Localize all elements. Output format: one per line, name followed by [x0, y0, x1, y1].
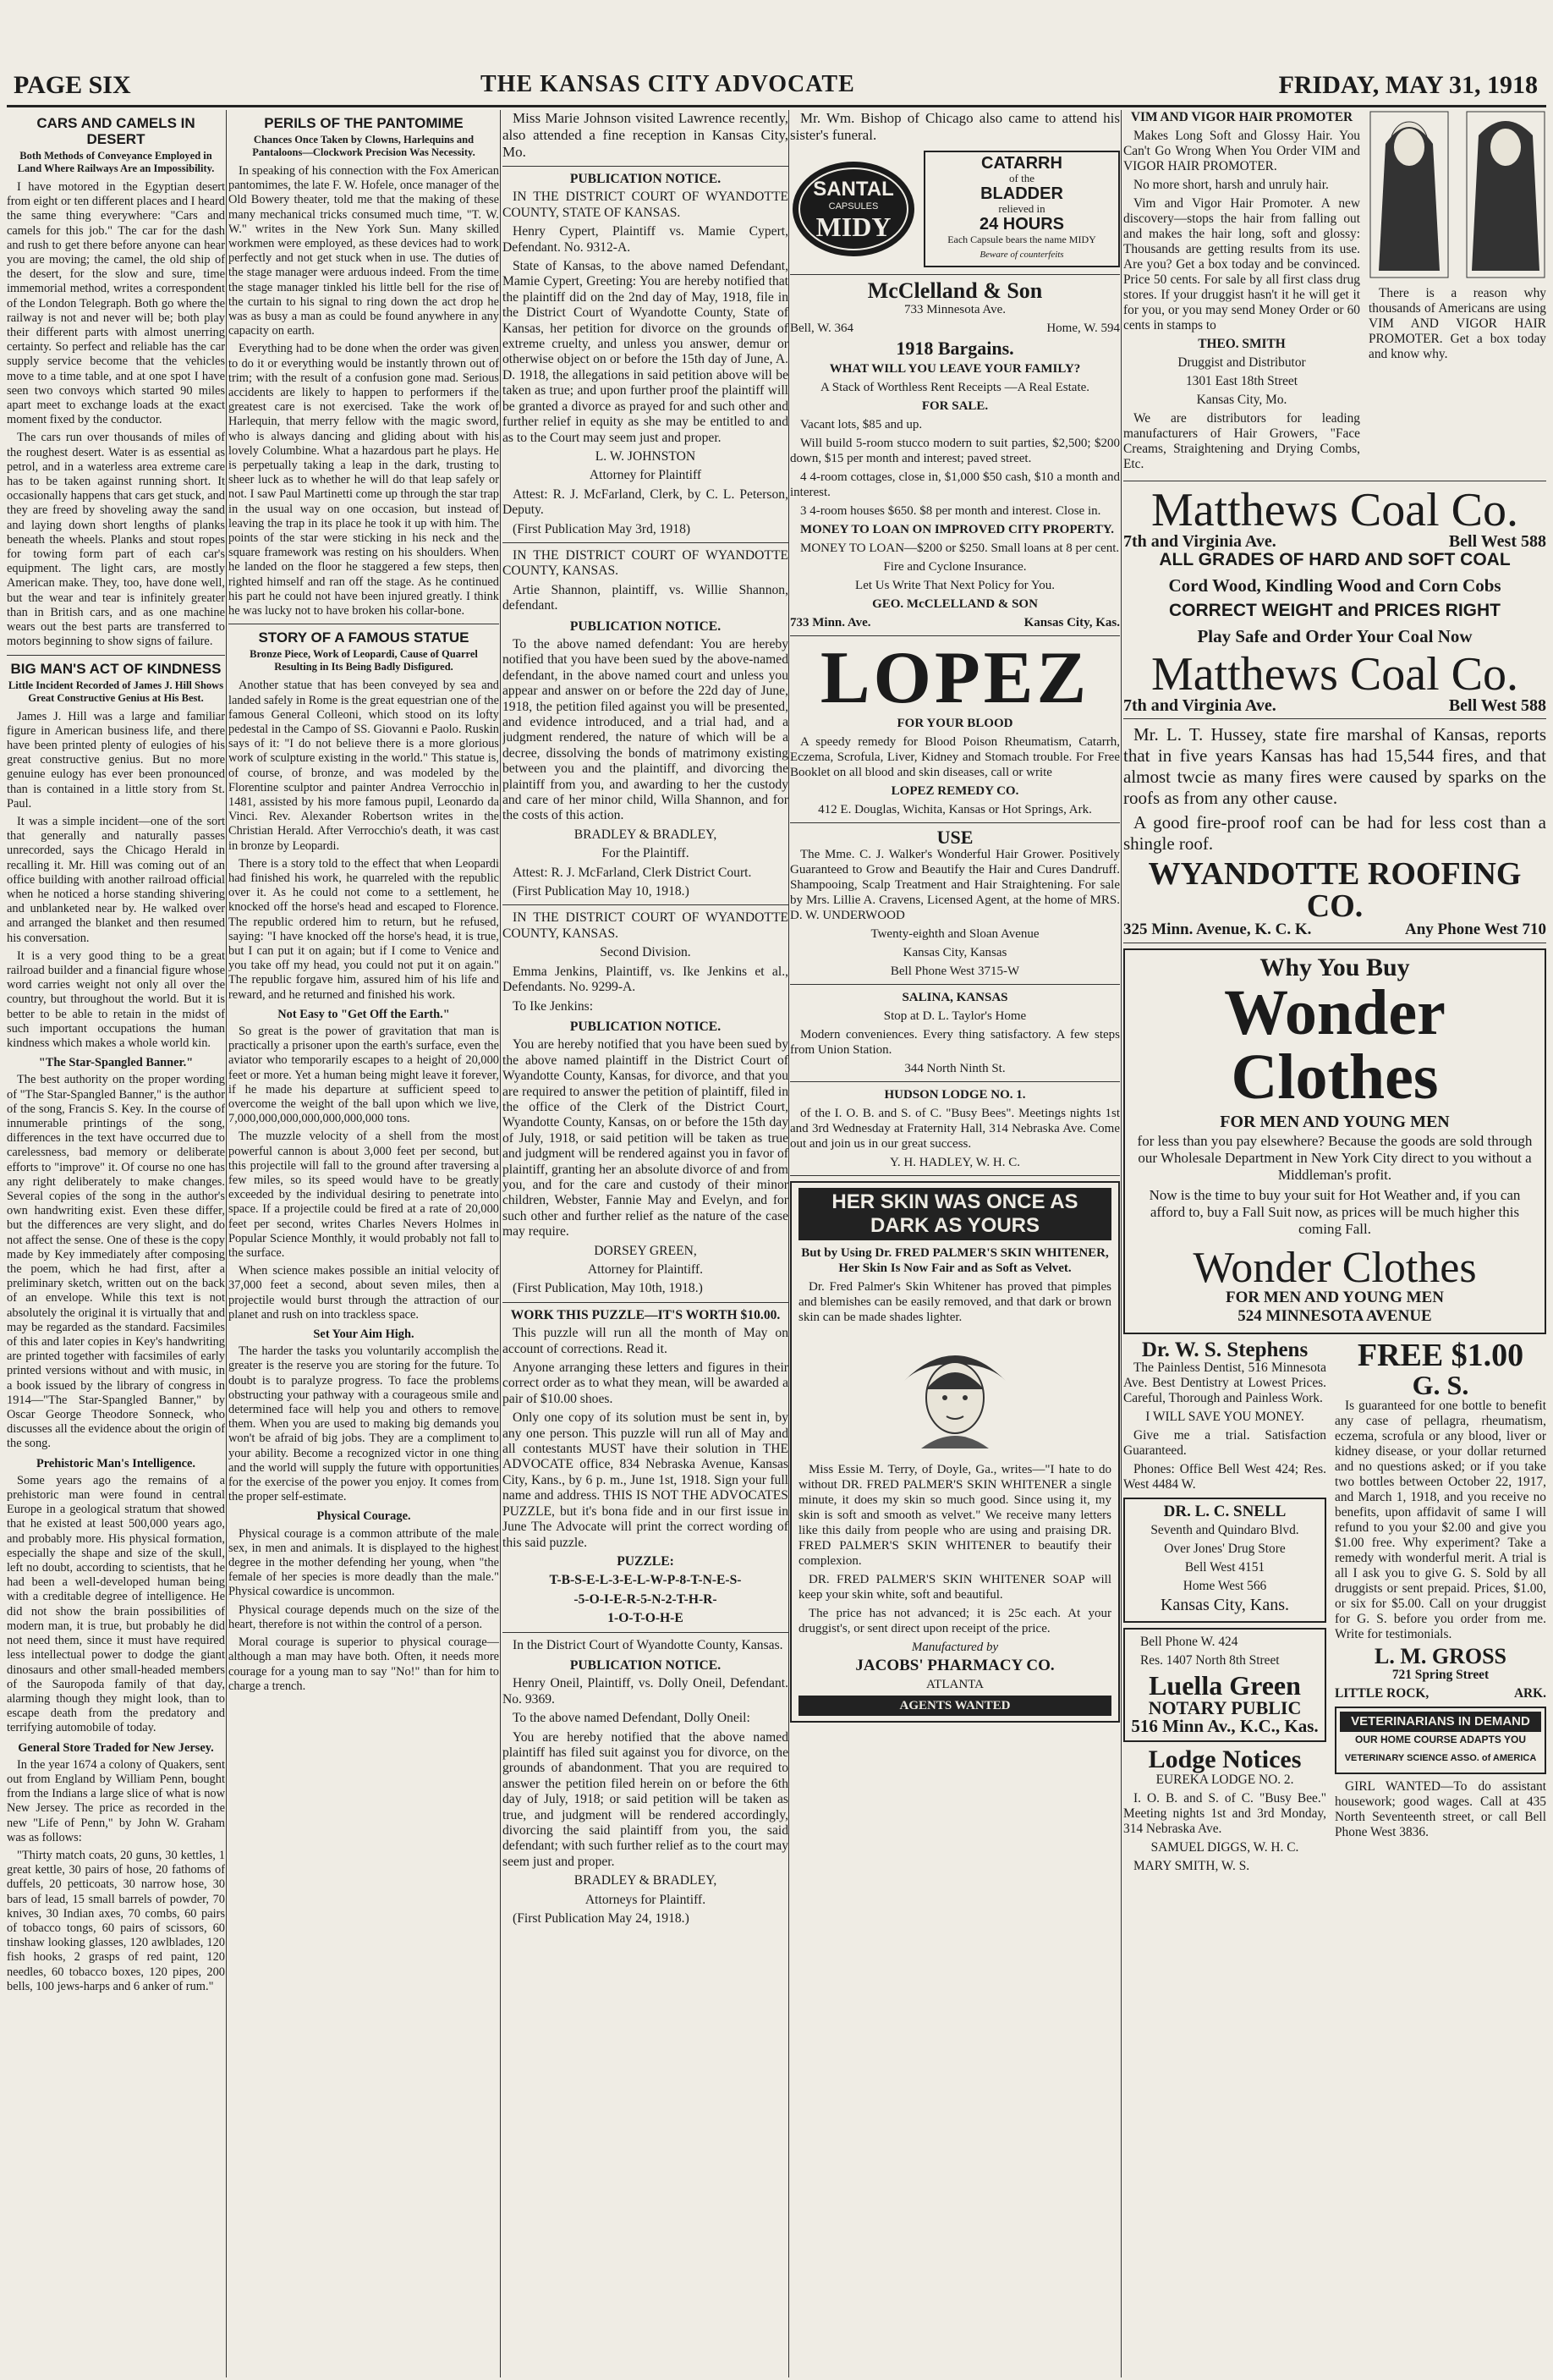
- notice-text: (First Publication, May 10th, 1918.): [513, 1281, 703, 1296]
- notice-signature: Attorney for Plaintiff: [589, 468, 702, 483]
- article-subhead: Chances Once Taken by Clowns, Harlequins and Pantaloons—Clockwork Precision Was Necessity.: [252, 134, 475, 158]
- walker-text: Twenty-eighth and Sloan Avenue: [870, 927, 1040, 941]
- article-paragraph: Physical courage is a common attribute of the male sex, in men and animals. It is displayed to the highest degree in the mother defending her young, when "the female of her species is more deadly than the male." Physical cowardice is uncommon.: [228, 1526, 499, 1599]
- santal-capsule-icon: [790, 158, 917, 260]
- vim-text: Makes Long Soft and Glossy Hair. You Can't Go Wrong When You Order VIM and VIGOR HAIR PROMOTER.: [1123, 129, 1360, 173]
- relieved-in: relieved in: [998, 202, 1045, 215]
- column-3: [502, 110, 788, 2377]
- puzzle-text: Only one copy of its solution must be sent in, by any one person. This puzzle will run all of May and all contestants MUST have their solution in THE ADVOCATE office, 834 Nebraska Avenue, Kansas City, Kans., by 6 p. m., June 1st, 1918. Sign your full name and address. THIS IS NOT THE ADVOCATES PUZZLE, but it's bona fide and in our first issue in June The Advocate will print the correct wording of this said puzzle.: [502, 1410, 788, 1550]
- lodge-text: MARY SMITH, W. S.: [1133, 1859, 1250, 1873]
- article-paragraph: Moral courage is superior to physical courage—although a man may have both. Often, it needs more courage for a young man to say "No!" than for him to charge a trench.: [228, 1635, 499, 1693]
- midy-label: MIDY: [815, 212, 892, 242]
- vim-text: No more short, harsh and unruly hair.: [1133, 178, 1329, 192]
- article-paragraph: Physical courage depends much on the size of the heart, therefore is not within the control of a person.: [228, 1602, 499, 1631]
- column-rule: [500, 110, 501, 2377]
- mcclelland-ad: [790, 280, 1120, 630]
- article-paragraph: The best authority on the proper wording of "The Star-Spangled Banner," is the author of the song, Francis S. Key. In the course of innumerable printings of the song, differences in the text have occurred due to carelessness, bad memory or deliberate efforts to "improve" it. Of course no one has any right deliberately to make changes. Several copies of the song in the author's own handwriting exist. Even these differ, but the differences are very slight, and do not affect the sense. One of these is the copy made by Key immediately after composing the poem, which he had first, after a preliminary sketch, written out on the back of an envelope. While this text is not absolutely the original it is virtually that and may be regarded as the standard. Facsimiles of this and later copies in Key's handwriting are printed together with facsimiles of early printed versions without and with music, in a book issued by the library of congress in 1914—"The Star-Spangled Banner," by Oscar George Theodore Sonneck, who discusses all the evidence about the origin of the song.: [7, 1073, 225, 1451]
- divider: [790, 274, 1120, 275]
- bottom-ads-right: [1335, 1339, 1546, 1877]
- lopez-ad: [790, 637, 1120, 817]
- snell-title: DR. L. C. SNELL: [1163, 1503, 1287, 1520]
- column-rule: [788, 110, 789, 2377]
- vim-title: VIM AND VIGOR HAIR PROMOTER: [1130, 110, 1353, 124]
- notice-text: To the above named Defendant, Dolly Oneil:: [513, 1711, 750, 1726]
- divider: [790, 1081, 1120, 1082]
- notice-text: State of Kansas, to the above named Defendant, Mamie Cypert, Greeting: You are hereby notified that the plaintiff did on the 2nd day of May, 1918, file in the District Court of Wyandotte County, State of Kansas, her petition for divorce on the grounds of extreme cruelty, and unless you answer, demur or otherwise object on or before the 15th day of June, A. D. 1918, the allegations in said petition above will be taken as true; and upon further proof the plaintiff will be granted a divorce as prayed for and such other and further relief in equity as she may be entitled to and as to the Court may seem just and proper.: [502, 259, 788, 445]
- free-gs-ad: [1335, 1339, 1546, 1701]
- notice-text: Artie Shannon, plaintiff, vs. Willie Shannon, defendant.: [502, 582, 788, 613]
- notice-text: Henry Oneil, Plaintiff, vs. Dolly Oneil, Defendant. No. 9369.: [502, 1676, 788, 1707]
- column-5: [1123, 110, 1546, 2377]
- stephens-text: Phones: Office Bell West 424; Res. West 4484 W.: [1123, 1462, 1326, 1492]
- mcclelland-text: Fire and Cyclone Insurance.: [883, 560, 1027, 574]
- stephens-ad: [1123, 1339, 1326, 1492]
- walker-text: Bell Phone West 3715-W: [890, 965, 1020, 978]
- snell-ad: [1123, 1498, 1326, 1623]
- walker-text: Kansas City, Kansas: [903, 946, 1007, 959]
- lodge-notices-title: Lodge Notices: [1148, 1745, 1302, 1773]
- puzzle-text: Anyone arranging these letters and figures in their correct order as to what they mean, will be awarded a pair of $10.00 shoes.: [502, 1360, 788, 1406]
- vim-text: There is a reason why thousands of Americans are using VIM AND VIGOR HAIR PROMOTER. Get a box today and know why.: [1369, 286, 1546, 361]
- article-paragraph: It was a simple incident—one of the sort that generally and naturally passes unrecorded, says the Chicago Herald in recalling it. Mr. Hill was coming out of an office building with another railroad official when he noticed a horse standing shivering and unblanketed near by. He walked over and arranged the blanket and then resumed his conversation.: [7, 814, 225, 945]
- mcclelland-text: WHAT WILL YOU LEAVE YOUR FAMILY?: [829, 362, 1081, 376]
- wonder-text: FOR MEN AND YOUNG MEN: [1226, 1289, 1444, 1306]
- girl-wanted-ad: GIRL WANTED—To do assistant housework; good wages. Call at 435 North Seventeenth street, or call Bell Phone West 3836.: [1335, 1779, 1546, 1839]
- puzzle-label: PUZZLE:: [617, 1553, 674, 1569]
- divider: [790, 822, 1120, 823]
- salina-text: SALINA, KANSAS: [902, 991, 1008, 1004]
- notice-text: In the District Court of Wyandotte County, Kansas.: [513, 1637, 783, 1652]
- salina-text: Modern conveniences. Every thing satisfactory. A few steps from Union Station.: [790, 1028, 1120, 1057]
- wonder-why-title: Why You Buy: [1259, 954, 1410, 981]
- divider: [790, 635, 1120, 636]
- section-heading: Physical Courage.: [316, 1509, 411, 1524]
- notice-heading: PUBLICATION NOTICE.: [569, 1019, 722, 1034]
- divider: [7, 655, 225, 656]
- mcclelland-text: Let Us Write That Next Policy for You.: [855, 579, 1055, 592]
- skin-whitener-text: But by Using Dr. FRED PALMER'S SKIN WHITENER, Her Skin Is Now Fair and as Soft as Velvet.: [801, 1246, 1109, 1275]
- snell-text: Home West 566: [1183, 1579, 1267, 1593]
- newspaper-name: THE KANSAS CITY ADVOCATE: [480, 71, 855, 97]
- vim-text: THEO. SMITH: [1198, 337, 1286, 351]
- vim-text: 1301 East 18th Street: [1185, 374, 1298, 388]
- wonder-title: Wonder: [1224, 977, 1446, 1048]
- roofing-text: A good fire-proof roof can be had for less cost than a shingle roof.: [1123, 812, 1546, 854]
- mcclelland-text: FOR SALE.: [921, 399, 989, 413]
- article-subhead: Both Methods of Conveyance Employed in Land Where Railways Are an Impossibility.: [17, 150, 215, 174]
- portrait-illustration: [798, 1330, 1111, 1457]
- article-paragraph: In speaking of his connection with the Fox American pantomimes, the late F. W. Hofele, once manager of the Old Bowery theater, told me that the making of these many mechanical tricks consumed much time, "T. W. W." writes in the New York Sun. Many skilled workmen were employed, as these devices had to work perfectly and not get stuck when in use. The duties of the stage manager were arduous indeed. From the time the stage manager tinkled his little bell for the rise of the curtain to his signal to ring down the act drop he was as busy a man as could be found anywhere in any capacity on earth.: [228, 164, 499, 338]
- section-heading: Set Your Aim High.: [313, 1327, 414, 1342]
- puzzle-line: -5-O-I-E-R-5-N-2-T-H-R-: [573, 1591, 717, 1607]
- vim-vigor-ad: [1123, 110, 1546, 475]
- vet-title: VETERINARIANS IN DEMAND: [1340, 1712, 1541, 1732]
- use-title: USE: [936, 827, 974, 848]
- article-paragraph: It is a very good thing to be a great railroad builder and a financial figure whose word carries weight not only all over the country, but throughout the world. But it is better to be able to retain in the midst of such important occupations the human kindness which makes a whole world kin.: [7, 948, 225, 1050]
- matthews-coal-ad: [1123, 486, 1546, 713]
- stephens-text: I WILL SAVE YOU MONEY.: [1145, 1410, 1304, 1424]
- matthews-phone: Bell West 588: [1448, 532, 1546, 551]
- divider: [790, 1175, 1120, 1176]
- section-heading: Prehistoric Man's Intelligence.: [36, 1456, 195, 1470]
- salina-ad: [790, 990, 1120, 1076]
- column-rule: [1121, 110, 1122, 2377]
- bladder-title: BLADDER: [980, 184, 1063, 203]
- article-headline: BIG MAN'S ACT OF KINDNESS: [10, 660, 222, 677]
- beware-counterfeits: Beware of counterfeits: [980, 250, 1064, 260]
- wyandotte-roofing-title: WYANDOTTE ROOFING CO.: [1148, 856, 1522, 924]
- notice-heading: PUBLICATION NOTICE.: [569, 172, 722, 186]
- notice-heading: PUBLICATION NOTICE.: [569, 618, 722, 634]
- mcclelland-text: MONEY TO LOAN—$200 or $250. Small loans at 8 per cent.: [800, 541, 1120, 555]
- vim-text: Vim and Vigor Hair Promoter. A new discovery—stops the hair from falling out and makes the hair long, soft and glossy: Thousands are getting results from its use. Are you? Get a box today and be convinced. Price 50 cents. For sale by all first class drug stores. If your druggist hasn't it he will get it for you, or you may send Money Order or 60 cents in stamps to: [1123, 196, 1360, 333]
- notice-text: You are hereby notified that you have been sued by the above named plaintiff in the District Court of Wyandotte County, Kansas, for divorce, and that you are required to answer the petition of plaintiff, filed in the office of the Clerk of the District Court, Wyandotte County, Kansas, on or before the 15th day of July, 1918, or said petition will be taken as true and judgment will be rendered against you in favor of plaintiff, granting her an absolute divorce of and from you, and for the care and custody of their minor children, Webster, Fannie May and Evelyn, and for such other and further relief as the nature of the case may require.: [502, 1037, 788, 1239]
- vim-text: We are distributors for leading manufacturers of Hair Growers, "Face Creams, Straightening and Drying Combs, Etc.: [1123, 411, 1360, 471]
- matthews-text: Cord Wood, Kindling Wood and Corn Cobs: [1168, 575, 1501, 596]
- catarrh-title: CATARRH: [981, 154, 1062, 173]
- divider: [790, 984, 1120, 985]
- article-subhead: Bronze Piece, Work of Leopardi, Cause of Quarrel Resulting in Its Being Badly Disfigured.: [250, 648, 478, 673]
- lopez-text: FOR YOUR BLOOD: [897, 717, 1013, 730]
- matthews-address: 7th and Virginia Ave.: [1123, 696, 1276, 715]
- roofing-address: 325 Minn. Avenue, K. C. K.: [1123, 921, 1312, 938]
- luella-address: 516 Minn Av., K.C., Kas.: [1131, 1716, 1319, 1736]
- lodge-notices: [1123, 1747, 1326, 1874]
- catarrh-of-the: of the: [1009, 172, 1034, 184]
- woman-portrait-icon: [887, 1330, 1023, 1457]
- vim-text: Kansas City, Mo.: [1196, 393, 1287, 407]
- divider: [502, 1302, 788, 1303]
- notice-text: You are hereby notified that the above named plaintiff has filed suit against you for divorce, on the grounds of abandonment. That you are required to answer the petition filed herein on or before the 6th day of July, 1918; or said petition will be taken as true, and judgment will be rendered accordingly, divorcing the said plaintiff from you, the said defendant; with such further relief as to the court may seem just and proper.: [502, 1729, 788, 1869]
- matthews-coal-title: Matthews Coal Co.: [1151, 484, 1518, 536]
- wonder-text: for less than you pay elsewhere? Because the goods are sold through our Wholesale Department in New York City direct to you without a Middleman's profit.: [1137, 1133, 1533, 1183]
- column-rule: [226, 110, 227, 2377]
- salina-text: Stop at D. L. Taylor's Home: [883, 1009, 1027, 1023]
- lopez-text: 412 E. Douglas, Wichita, Kansas or Hot Springs, Ark.: [818, 803, 1092, 816]
- notice-text: Second Division.: [600, 945, 691, 960]
- gross-address: 721 Spring Street: [1391, 1668, 1490, 1682]
- agents-wanted-banner: AGENTS WANTED: [798, 1696, 1111, 1716]
- skin-whitener-text: DR. FRED PALMER'S SKIN WHITENER SOAP will keep your skin white, soft and beautiful.: [798, 1573, 1111, 1602]
- notice-text: Attest: R. J. McFarland, Clerk, by C. L. Peterson, Deputy.: [502, 486, 788, 518]
- wyandotte-roofing-ad: [1123, 724, 1546, 937]
- bottom-ads: [1123, 1339, 1546, 1877]
- lopez-title: LOPEZ: [820, 637, 1090, 719]
- wonder-text: Now is the time to buy your suit for Hot Weather and, if you can afford to, buy a Fall Suit now, as prices will be much higher this coming Fall.: [1149, 1187, 1521, 1237]
- wonder-clothes-title: Wonder Clothes: [1193, 1244, 1477, 1292]
- article-paragraph: So great is the power of gravitation that man is practically a prisoner upon the earth's surface, even the aviator who temporarily escapes to a height of 20,000 feet or more. Yet a human being might leave it forever, if he made his departure at sufficient speed to overcome the weight of the ball upon which we live, 7,000,000,000,000,000,000,000 tons.: [228, 1024, 499, 1126]
- vet-text: VETERINARY SCIENCE ASSO. of AMERICA: [1344, 1753, 1537, 1763]
- section-heading: Not Easy to "Get Off the Earth.": [277, 1007, 450, 1021]
- mcclelland-text: 4 4-room cottages, close in, $1,000 $50 cash, $10 a month and interest.: [790, 470, 1120, 499]
- mcclelland-address-2: 733 Minn. Ave.: [790, 616, 871, 629]
- puzzle-line: 1-O-T-O-H-E: [607, 1611, 683, 1626]
- catarrh-box: [924, 151, 1120, 267]
- notice-text: To the above named defendant: You are hereby notified that you have been sued by the above-named defendant, in the above named court and unless you appear and answer on or before the 22d day of June, 1918, the petition filed against you will be presented, and evidence introduced, and a trial had, and a judgment rendered, the nature of which will be a decree, dissolving the bonds of matrimony existing between you and the plaintiff, and divorcing the plaintiff from you, and awarding to her the custody and care of her minor child, Willa Shannon, and for the costs of this action.: [502, 636, 788, 823]
- snell-city: Kansas City, Kans.: [1160, 1596, 1290, 1614]
- mcclelland-text: MONEY TO LOAN ON IMPROVED CITY PROPERTY.: [800, 523, 1115, 536]
- section-heading: "The Star-Spangled Banner.": [38, 1056, 194, 1070]
- local-note: Mr. Wm. Bishop of Chicago also came to attend his sister's funeral.: [790, 110, 1120, 143]
- article-paragraph: Another statue that has been conveyed by sea and landed safely in Rome is the great equestrian one of the famous General Colleoni, which stood on its lofty pedestal in the Campo of SS. Giovanni e Paolo. Ruskin says of it: "I do not believe there is a more glorious work of sculpture existing in the world." This statue is, of course, of bronze, and was modeled by the Florentine sculptor and painter Andrea Verrocchio in 1481, assisted by his more famous pupil, Leonardo da Vinci. Rev. Alexander Robertson writes in the Christian Herald. After Verrocchio's death, it was cast in bronze by Leopardi.: [228, 679, 499, 853]
- gross-name: L. M. GROSS: [1374, 1644, 1507, 1668]
- notice-signature: Attorney for Plaintiff.: [587, 1262, 704, 1277]
- snell-text: Seventh and Quindaro Blvd.: [1150, 1523, 1299, 1537]
- lodge-text: SAMUEL DIGGS, W. H. C.: [1150, 1840, 1299, 1855]
- mcclelland-text: Vacant lots, $85 and up.: [800, 418, 923, 431]
- notice-heading: PUBLICATION NOTICE.: [569, 1657, 722, 1673]
- column-2: [228, 110, 499, 2377]
- page-number: PAGE SIX: [14, 71, 131, 99]
- article-paragraph: The muzzle velocity of a shell from the most powerful cannon is about 3,000 feet per second, but this projectile will fall to the ground after traversing a few miles, so its speed would have to be greatly exceeded by the individual desiring to penetrate into space. If a projectile could be fired at a rate of 20,000 feet per second, writes Charles Nevers Holmes in Popular Science Monthly, it would probably not fall to the surface.: [228, 1130, 499, 1261]
- santal-label: SANTAL: [813, 178, 894, 201]
- article-paragraph: I have motored in the Egyptian desert from eight or ten different places and I heard the same thing everywhere: "Cars and camels for this job." The car for the dash and rush to get there before anyone can hear you are moving; the camel, the old ship of the desert, for the slow and sure, time immemorial method, writes a correspondent of the London Telegraph. Both go where the railway is not and never will be; both play their different parts with almost unerring certainty. So perfect and reliable has the car supply service become that the vehicles move to a time table, and at one spot I have seen two convoys which started 90 miles apart meet to exchange loads at the exact moment fixed by the conductor.: [7, 180, 225, 427]
- hours-title: 24 HOURS: [979, 215, 1065, 234]
- article-paragraph: James J. Hill was a large and familiar figure in American business life, and there have been printed plenty of eulogies of his great constructive genius. But no more genuine eulogy has ever been pronounced than is contained in a little story from St. Paul.: [7, 709, 225, 811]
- mcclelland-text: GEO. McCLELLAND & SON: [872, 597, 1038, 611]
- column-4: [790, 110, 1120, 2377]
- article-paragraph: The cars run over thousands of miles of the roughest desert. Water is as essential as petrol, and in a waterless area extreme care has to be taken against running short. It occasionally happens that cars get stuck, and they are freed by shoveling away the sand and laying down short lengths of planks beneath the wheels. Planks and stout ropes for towing form part of each car's equipment. The light cars, are mostly American make. They, too, have done well, but the wear and tear is infinitely greater than in British cars, and as one machine wears out the best parts are transferred to motors beginning to show signs of failure.: [7, 431, 225, 649]
- article-paragraph: Some years ago the remains of a prehistoric man were found in central Europe in a geological stratum that showed that he existed at least 500,000 years ago, and probably more. His physical formation, especially the shape and size of the skull, left no doubt, according to scientists, that he had been a well-developed human being with a creditable degree of intelligence. He did not show the brain possibilities of modern man, it is true, but probably he did not need them, since it must have required less intellectual power to dodge the giant dinosaurs and other small-headed members of the Sauropoda family of that day, alarming though they might look, than to escape death from the predatory and terrifying automobile of today.: [7, 1473, 225, 1735]
- bottom-ads-left: [1123, 1339, 1326, 1877]
- vim-vigor-images: [1369, 110, 1546, 475]
- article-paragraph: There is a story told to the effect that when Leopardi had finished his work, he quarreled with the republic over it. As he could not come to a settlement, he knocked off the horse's head and escaped to Florence. The republic ordered him to return, but he refused, saying: "I have knocked off the horse's head, it is true, but I can put it on again; but if I come to Venice and you take off my head, you could not put it on again." The republic forgave him, assured him of his life and reward, and he returned and finished his work.: [228, 856, 499, 1002]
- matthews-phone: Bell West 588: [1448, 696, 1546, 715]
- notice-text: Emma Jenkins, Plaintiff, vs. Ike Jenkins et al., Defendants. No. 9299-A.: [502, 964, 788, 995]
- mcclelland-address: 733 Minnesota Ave.: [903, 303, 1007, 316]
- mcclelland-title: McClelland & Son: [867, 278, 1043, 303]
- skin-whitener-text: Manufactured by: [911, 1641, 999, 1654]
- section-heading: General Store Traded for New Jersey.: [18, 1740, 214, 1755]
- long-hair-woman-icon: [1465, 110, 1546, 279]
- skin-whitener-maker: JACOBS' PHARMACY CO.: [855, 1657, 1055, 1674]
- lopez-text: A speedy remedy for Blood Poison Rheumatism, Catarrh, Eczema, Scrofula, Liver, Kidney and Stomach trouble. For Free Booklet on all blood and skin diseases, call or write: [790, 735, 1120, 779]
- stephens-title: Dr. W. S. Stephens: [1141, 1338, 1309, 1361]
- snell-text: Bell West 4151: [1184, 1560, 1265, 1575]
- notice-text: IN THE DISTRICT COURT OF WYANDOTTE COUNTY, STATE OF KANSAS.: [502, 190, 788, 220]
- notice-text: (First Publication May 24, 1918.): [513, 1911, 689, 1927]
- skin-whitener-city: ATLANTA: [926, 1678, 984, 1691]
- stephens-text: The Painless Dentist, 516 Minnesota Ave. Best Dentistry at Lowest Prices. Careful, Thorough and Painless Work.: [1123, 1360, 1326, 1405]
- divider: [502, 542, 788, 543]
- walker-ad: [790, 828, 1120, 979]
- matthews-address: 7th and Virginia Ave.: [1123, 532, 1276, 551]
- masthead: [7, 71, 1546, 107]
- local-note: Miss Marie Johnson visited Lawrence recently, also attended a fine reception in Kansas City, Mo.: [502, 110, 788, 160]
- luella-text: Res. 1407 North 8th Street: [1140, 1653, 1280, 1668]
- article-paragraph: Everything had to be done when the order was given to do it or everything would be instantly thrown out of trim; with the result of a confusion gone mad. Serious accidents are likely to happen to performers if the greatest care is not exercised. Take the work of Harlequin, that merry fellow with the magic sword, who is always dancing and gliding about with his lovely Columbine. What a hazardous part he plays. He is perpetually taking a leap in the dark, trusting to sheer luck as to whether he will do that leap safely or not. I saw Paul Martinetti come up through the star trap in the usual way on one occasion, but instead of leaving the trap in its place he took it up with him. The points of the star were sticking in his neck and the square framework was resting on his shoulders. When he landed on the floor he staggered a few steps, then righted himself and ran off the stage. As he continued his part he could not have been injured greatly. I think he was lucky not to have broken his collar-bone.: [228, 342, 499, 618]
- notice-signature: L. W. JOHNSTON: [595, 448, 696, 464]
- mcclelland-bell-phone: Bell, W. 364: [790, 322, 854, 335]
- notice-text: (First Publication May 10, 1918.): [513, 884, 689, 899]
- capsule-bears-name: Each Capsule bears the name MIDY: [947, 234, 1096, 245]
- gs-text: Is guaranteed for one bottle to benefit any case of pellagra, rheumatism, eczema, scrofula or any blood, liver or kidney disease, or your dollar returned and no questions asked; or if you take two bottles between October 22, 1917, and March 1, 1918, and you receive no benefits, upon affidavit of same I will refund to you your $2.00 and give you $1.00 free. Why experiment? Take a remedy with wonderful merit. A trial is all I ask you to give G. S. Sold by all druggists or sent prepaid. Prices, $1.00, or six for $5.00. Call on your druggist for G. S. before you order from me. Write for testimonials.: [1335, 1399, 1546, 1641]
- article-paragraph: In the year 1674 a colony of Quakers, sent out from England by William Penn, bought from the Indians a large slice of what is now New Jersey. The price as recorded in the new "Life of Penn," by John W. Graham was as follows:: [7, 1757, 225, 1844]
- mcclelland-text: A Stack of Worthless Rent Receipts —A Real Estate.: [820, 381, 1090, 394]
- long-hair-woman-icon: [1369, 110, 1450, 279]
- bargains-title: 1918 Bargains.: [896, 338, 1014, 359]
- issue-date: FRIDAY, MAY 31, 1918: [1278, 71, 1538, 99]
- clothes-title: Clothes: [1231, 1042, 1439, 1113]
- matthews-text: ALL GRADES OF HARD AND SOFT COAL: [1159, 550, 1511, 569]
- notice-signature: BRADLEY & BRADLEY,: [573, 827, 717, 842]
- lopez-text: LOPEZ REMEDY CO.: [891, 784, 1019, 798]
- skin-whitener-text: Dr. Fred Palmer's Skin Whitener has proved that pimples and blemishes can be easily removed, and that dark or brown skin can be made shades lighter.: [798, 1280, 1111, 1324]
- wonder-text: FOR MEN AND YOUNG MEN: [1220, 1113, 1450, 1131]
- article-headline: STORY OF A FAMOUS STATUE: [258, 629, 469, 646]
- luella-green-ad: [1123, 1628, 1326, 1742]
- divider: [502, 1632, 788, 1633]
- lodge-text: I. O. B. and S. of C. "Busy Bee." Meeting nights 1st and 3rd Monday, 314 Nebraska Ave.: [1123, 1791, 1326, 1836]
- notice-signature: Attorneys for Plaintiff.: [584, 1892, 706, 1907]
- hudson-text: of the I. O. B. and S. of C. "Busy Bees". Meetings nights 1st and 3rd Wednesday at Fraternity Hall, 314 Nebraska Ave. Come out and join us in our great success.: [790, 1107, 1120, 1151]
- snell-text: Over Jones' Drug Store: [1164, 1542, 1286, 1556]
- article-paragraph: The harder the tasks you voluntarily accomplish the greater is the reserve you are storing for the future. To doubt is to paralyze progress. To face the problems obstructing your pathway with a courageous smile and determined face will help you and others to remove them. When you are used to making big demands you won't be afraid of big jobs. They are a compliment to your ability. Become a recognized victor in one thing and the world will supply the future with opportunities for the exercise of the power you enjoy. It comes from the proper self-estimate.: [228, 1344, 499, 1504]
- roofing-phone: Any Phone West 710: [1405, 921, 1546, 938]
- stephens-text: Give me a trial. Satisfaction Guaranteed.: [1123, 1428, 1326, 1458]
- skin-whitener-headline: HER SKIN WAS ONCE AS DARK AS YOURS: [798, 1188, 1111, 1240]
- column-1: [7, 110, 225, 2377]
- divider: [502, 166, 788, 167]
- luella-title: Luella Green: [1149, 1670, 1301, 1701]
- notice-signature: For the Plaintiff.: [601, 846, 689, 861]
- vet-text: OUR HOME COURSE ADAPTS YOU: [1354, 1734, 1527, 1745]
- free-gs-title: FREE $1.00: [1357, 1338, 1524, 1373]
- skin-whitener-ad: [790, 1181, 1120, 1723]
- salina-text: 344 North Ninth St.: [904, 1062, 1006, 1075]
- gs-title: G. S.: [1412, 1370, 1469, 1400]
- article-headline: PERILS OF THE PANTOMIME: [264, 115, 464, 131]
- puzzle-text: This puzzle will run all the month of May on account of corrections. Read it.: [502, 1326, 788, 1356]
- hudson-lodge-notice: [790, 1087, 1120, 1170]
- article-headline: CARS AND CAMELS IN DESERT: [36, 115, 195, 147]
- capsules-label: CAPSULES: [828, 201, 879, 212]
- mcclelland-text: Will build 5-room stucco modern to suit parties, $2,500; $200 down, $15 per month and interest; paved street.: [790, 437, 1120, 465]
- notice-text: (First Publication May 3rd, 1918): [513, 521, 691, 536]
- mcclelland-city: Kansas City, Kas.: [1023, 616, 1120, 629]
- notice-text: Attest: R. J. McFarland, Clerk District Court.: [513, 865, 752, 880]
- puzzle-line: T-B-S-E-L-3-E-L-W-P-8-T-N-E-S-: [549, 1573, 742, 1588]
- wonder-address: 524 MINNESOTA AVENUE: [1237, 1307, 1432, 1325]
- matthews-text: Play Safe and Order Your Coal Now: [1197, 626, 1473, 646]
- mcclelland-home-phone: Home, W. 594: [1046, 322, 1120, 335]
- vim-vigor-text: [1123, 110, 1360, 475]
- notice-text: IN THE DISTRICT COURT OF WYANDOTTE COUNTY, KANSAS.: [502, 910, 788, 941]
- matthews-text: CORRECT WEIGHT and PRICES RIGHT: [1168, 601, 1501, 620]
- santal-midy-ad: [790, 151, 1120, 267]
- divider: [502, 904, 788, 905]
- gross-city: LITTLE ROCK,: [1335, 1686, 1430, 1701]
- luella-notary: NOTARY PUBLIC: [1148, 1697, 1302, 1718]
- mcclelland-text: 3 4-room houses $650. $8 per month and interest. Close in.: [800, 504, 1101, 518]
- divider: [1123, 718, 1546, 719]
- puzzle-heading: WORK THIS PUZZLE—IT'S WORTH $10.00.: [510, 1307, 781, 1322]
- notice-text: Henry Cypert, Plaintiff vs. Mamie Cypert, Defendant. No. 9312-A.: [502, 224, 788, 255]
- matthews-coal-title: Matthews Coal Co.: [1151, 648, 1518, 701]
- luella-text: Bell Phone W. 424: [1140, 1635, 1238, 1649]
- veterinary-ad: [1335, 1707, 1546, 1774]
- skin-whitener-text: Miss Essie M. Terry, of Doyle, Ga., writes—"I hate to do without DR. FRED PALMER'S SKIN WHITENER a single minute, it does my skin so much good. Since using it, my skin is soft and smooth as velvet." We receive many letters like this daily from people who are using and praising DR. FRED PALMER'S SKIN WHITENER to beautify their complexion.: [798, 1463, 1111, 1568]
- hudson-text: Y. H. HADLEY, W. H. C.: [889, 1156, 1021, 1169]
- notice-signature: DORSEY GREEN,: [594, 1243, 697, 1258]
- notice-text: To Ike Jenkins:: [513, 998, 594, 1014]
- article-paragraph: "Thirty match coats, 20 guns, 30 kettles, 1 great kettle, 30 pairs of hose, 20 fathoms of duffels, 20 petticoats, 30 narrow hose, 30 bars of lead, 15 small barrels of powder, 70 knives, 30 Indian axes, 70 combs, 60 pairs of tobacco tongs, 60 pairs of scissors, 60 tinshaw looking glasses, 120 awlblades, 120 fish hooks, 2 grasps of red paint, 120 needles, 60 tobacco boxes, 120 pipes, 200 bells, 100 jews-harps and 6 anker of rum.": [7, 1848, 225, 1993]
- roofing-text: Mr. L. T. Hussey, state fire marshal of Kansas, reports that in five years Kansas has had 15,544 fires, and that almost twcie as many fires were caused by sparks on the roofs as from any other cause.: [1123, 724, 1546, 808]
- skin-whitener-text: The price has not advanced; it is 25c each. At your druggist's, or sent direct upon receipt of the price.: [798, 1607, 1111, 1635]
- lodge-text: EUREKA LODGE NO. 2.: [1155, 1773, 1294, 1787]
- article-subhead: Little Incident Recorded of James J. Hill Shows Great Constructive Genius at His Best.: [8, 679, 224, 704]
- walker-text: The Mme. C. J. Walker's Wonderful Hair Grower. Positively Guaranteed to Grow and Beautify the Hair and Cures Dandruff. Shampooing, Scalp Treatment and Hair Straightening. For sale by Mrs. Lillie A. Cravens, Licensed Agent, at the home of MRS. D. W. UNDERWOOD: [790, 848, 1120, 922]
- gross-state: ARK.: [1513, 1686, 1546, 1701]
- notice-text: IN THE DISTRICT COURT OF WYANDOTTE COUNTY, KANSAS.: [502, 547, 788, 579]
- hudson-text: HUDSON LODGE NO. 1.: [884, 1088, 1026, 1102]
- wonder-clothes-ad: [1123, 948, 1546, 1334]
- notice-signature: BRADLEY & BRADLEY,: [573, 1873, 717, 1888]
- vim-text: Druggist and Distributor: [1177, 355, 1306, 370]
- article-paragraph: When science makes possible an initial velocity of 37,000 feet a second, about seven miles, then a projectile would burst through the attraction of our planet and rush on into trackless space.: [228, 1264, 499, 1322]
